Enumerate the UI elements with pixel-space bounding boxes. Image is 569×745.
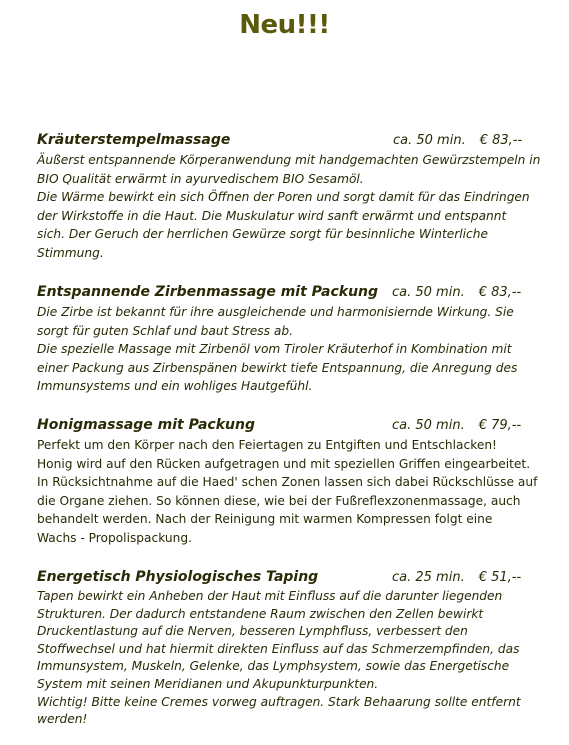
treatment-heading [37,284,552,303]
treatment-price: € 83,-- [479,133,523,148]
treatment-meta [392,418,521,433]
treatment-price: € 79,-- [478,418,522,433]
description-line: System mit seinen Meridianen und Akupunkturpunkten. [37,676,379,691]
page-title: Neu!!! [239,10,330,40]
treatment-price: € 51,-- [478,570,522,585]
treatment-description [37,151,552,263]
treatment-duration: ca. 50 min. [392,418,465,433]
description-line: Druckentlastung auf die Nerven, besseren Lymphfluss, verbessert den [37,624,468,639]
description-line: Strukturen. Der dadurch entstandene Raum zwischen den Zellen bewirkt [37,606,484,621]
description-line: der Wirkstoffe in die Haut. Die Muskulatur wird sanft erwärmt und entspannt [37,208,507,223]
treatment-description [37,303,552,396]
treatment-duration: ca. 50 min. [393,133,466,148]
description-line: Stoffwechsel und hat hiermit direkten Einfluss auf das Schmerzempfinden, das [37,641,520,656]
treatment-meta [392,285,521,300]
description-line: Stimmung. [37,245,104,260]
treatment-title: Energetisch Physiologisches Taping [37,569,319,585]
description-line: Die Wärme bewirkt ein sich Öffnen der Poren und sorgt damit für das Eindringen [37,190,530,205]
treatment-section-zirbenmassage [37,284,552,396]
description-line: einer Packung aus Zirbenspänen bewirkt tiefe Entspannung, die Anregung des [37,360,518,375]
treatment-description [37,588,552,729]
treatment-meta [393,133,522,148]
description-line: behandelt werden. Nach der Reinigung mit warmen Kompressen folgt eine [37,512,493,527]
treatment-section-kraeuterstempelmassage [37,132,552,263]
treatment-description [37,436,552,548]
treatment-heading [37,569,552,588]
description-line: Perfekt um den Körper nach den Feiertagen zu Entgiften und Entschlacken! [37,438,497,452]
description-line: Die Zirbe ist bekannt für ihre ausgleichende und harmonisiernde Wirkung. Sie [37,305,514,319]
treatment-heading [37,417,552,436]
description-line: Wichtig! Bitte keine Cremes vorweg auftragen. Stark Behaarung sollte entfernt [37,694,521,709]
treatment-heading [37,132,552,151]
description-line: In Rücksichtnahme auf die Haed' schen Zonen lassen sich dabei Rückschlüsse auf [37,475,538,490]
treatment-section-taping [37,569,552,729]
description-line: Die spezielle Massage mit Zirbenöl vom Tiroler Kräuterhof in Kombination mit [37,342,512,357]
treatment-duration: ca. 25 min. [392,570,465,585]
description-line: BIO Qualität erwärmt in ayurvedischem BIO Sesamöl. [37,171,364,186]
description-line: sorgt für guten Schlaf und baut Stress ab. [37,323,293,338]
treatment-title: Honigmassage mit Packung [37,417,255,433]
description-line: sich. Der Geruch der herrlichen Gewürze sorgt für besinnliche Winterliche [37,227,488,242]
description-line: Immunsystem, Muskeln, Gelenke, das Lymphsystem, sowie das Energetische [37,659,510,674]
treatment-price: € 83,-- [478,285,522,300]
description-line: Immunsystems und ein wohliges Hautgefühl. [37,379,313,394]
treatment-section-honigmassage [37,417,552,548]
treatment-title: Entspannende Zirbenmassage mit Packung [37,284,379,300]
treatment-title: Kräuterstempelmassage [37,132,231,148]
description-line: werden! [37,712,88,727]
description-line: Honig wird auf den Rücken aufgetragen und mit speziellen Griffen eingearbeitet. [37,456,531,471]
description-line: die Organe ziehen. So können diese, wie bei der Fußreflexzonenmassage, auch [37,493,521,508]
treatment-duration: ca. 50 min. [392,285,465,300]
treatment-meta [392,570,521,585]
description-line: Tapen bewirkt ein Anheben der Haut mit Einfluss auf die darunter liegenden [37,589,503,603]
description-line: Wachs - Propolispackung. [37,530,192,545]
description-line: Äußerst entspannende Körperanwendung mit handgemachten Gewürzstempeln in [37,153,541,167]
